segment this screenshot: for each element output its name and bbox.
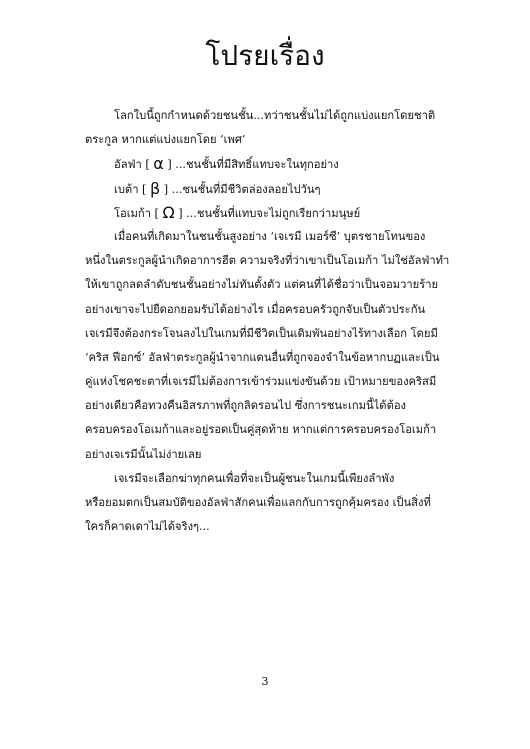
paragraph-line: หรือยอมตกเป็นสมบัติของอัลฟ่าสักคนเพื่อแลกกับการถูกคุ้มครอง เป็นสิ่งที่ — [85, 496, 431, 509]
paragraph-line: ‘คริส ฟีอกซ์’ อัลฟ่าตระกูลผู้นำจากแดนอื่นที่ถูกจองจำในข้อหากบฏและเป็น — [85, 350, 440, 364]
paragraph-line: หนึ่งในตระกูลผู้นำเกิดอาการฮีต ความจริงที่ว่าเขาเป็นโอเมก้า ไม่ใช่อัลฟ่าทำ — [85, 254, 450, 268]
omega-symbol: Ω — [162, 202, 175, 222]
class-name: อัลฟ่า — [114, 158, 142, 172]
paragraph-line: ตระกูล หากแต่แบ่งแยกโดย ‘เพศ’ — [85, 133, 246, 147]
paragraph-line: อย่างเจเรมีนั้นไม่ง่ายเลย — [85, 447, 202, 461]
beta-symbol: β — [149, 178, 161, 198]
class-item-omega: โอเมก้า [ Ω ] ...ชนชั้นที่แทบจะไม่ถูกเรียกว่ามนุษย์ — [114, 202, 361, 222]
class-desc: ...ชนชั้นที่มีชีวิตล่องลอยไปวันๆ — [171, 182, 321, 196]
class-name: โอเมก้า — [114, 206, 151, 220]
page-number: 3 — [261, 675, 269, 688]
paragraph-line: อย่างเดียวคือทวงคืนอิสรภาพที่ถูกลิดรอนไป ซึ่งการชนะเกมนี้ได้ต้อง — [85, 399, 407, 413]
paragraph-line: ให้เขาถูกลดลำดับชนชั้นอย่างไม่ทันตั้งตัว แต่คนที่ได้ชื่อว่าเป็นจอมวายร้าย — [85, 278, 439, 292]
page-title: โปรยเรื่อง — [205, 39, 325, 72]
paragraph-line: คู่แห่งโชคชะตาที่เจเรมีไม่ต้องการเข้าร่วมแข่งขันด้วย เป้าหมายของคริสมี — [85, 375, 437, 389]
class-item-beta: เบต้า [ β ] ...ชนชั้นที่มีชีวิตล่องลอยไปวันๆ — [114, 178, 321, 198]
paragraph-line: อย่างเขาจะไปยืดอกยอมรับได้อย่างไร เมื่อครอบครัวถูกจับเป็นตัวประกัน — [85, 302, 426, 316]
paragraph-line: เจเรมีจึงต้องกระโจนลงไปในเกมที่มีชีวิตเป็นเดิมพันอย่างไร้ทางเลือก โดยมี — [85, 326, 438, 340]
class-item-alpha: อัลฟ่า [ α ] ...ชนชั้นที่มีสิทธิ์แทบจะในทุกอย่าง — [114, 154, 339, 174]
paragraph-line: ครอบครองโอเมก้าและอยู่รอดเป็นคู่สุดท้าย หากแต่การครอบครองโอเมก้า — [85, 423, 437, 437]
paragraph-line: เจเรมีจะเลือกฆ่าทุกคนเพื่อที่จะเป็นผู้ชนะในเกมนี้เพียงลำพัง — [114, 471, 395, 485]
document-body — [85, 104, 460, 539]
class-desc: ...ชนชั้นที่มีสิทธิ์แทบจะในทุกอย่าง — [175, 158, 339, 172]
alpha-symbol: α — [153, 154, 164, 174]
paragraph-line: โลกใบนี้ถูกกำหนดด้วยชนชั้น...ทว่าชนชั้นไม่ได้ถูกแบ่งแยกโดยชาติ — [114, 109, 436, 122]
paragraph-line: เมื่อคนที่เกิดมาในชนชั้นสูงอย่าง ‘เจเรมี เมอร์ซี’ บุตรชายโทนของ — [114, 229, 426, 243]
class-name: เบต้า — [114, 182, 139, 196]
paragraph-line: ใครก็คาดเดาไม่ได้จริงๆ... — [85, 520, 210, 534]
class-desc: ...ชนชั้นที่แทบจะไม่ถูกเรียกว่ามนุษย์ — [186, 206, 361, 220]
